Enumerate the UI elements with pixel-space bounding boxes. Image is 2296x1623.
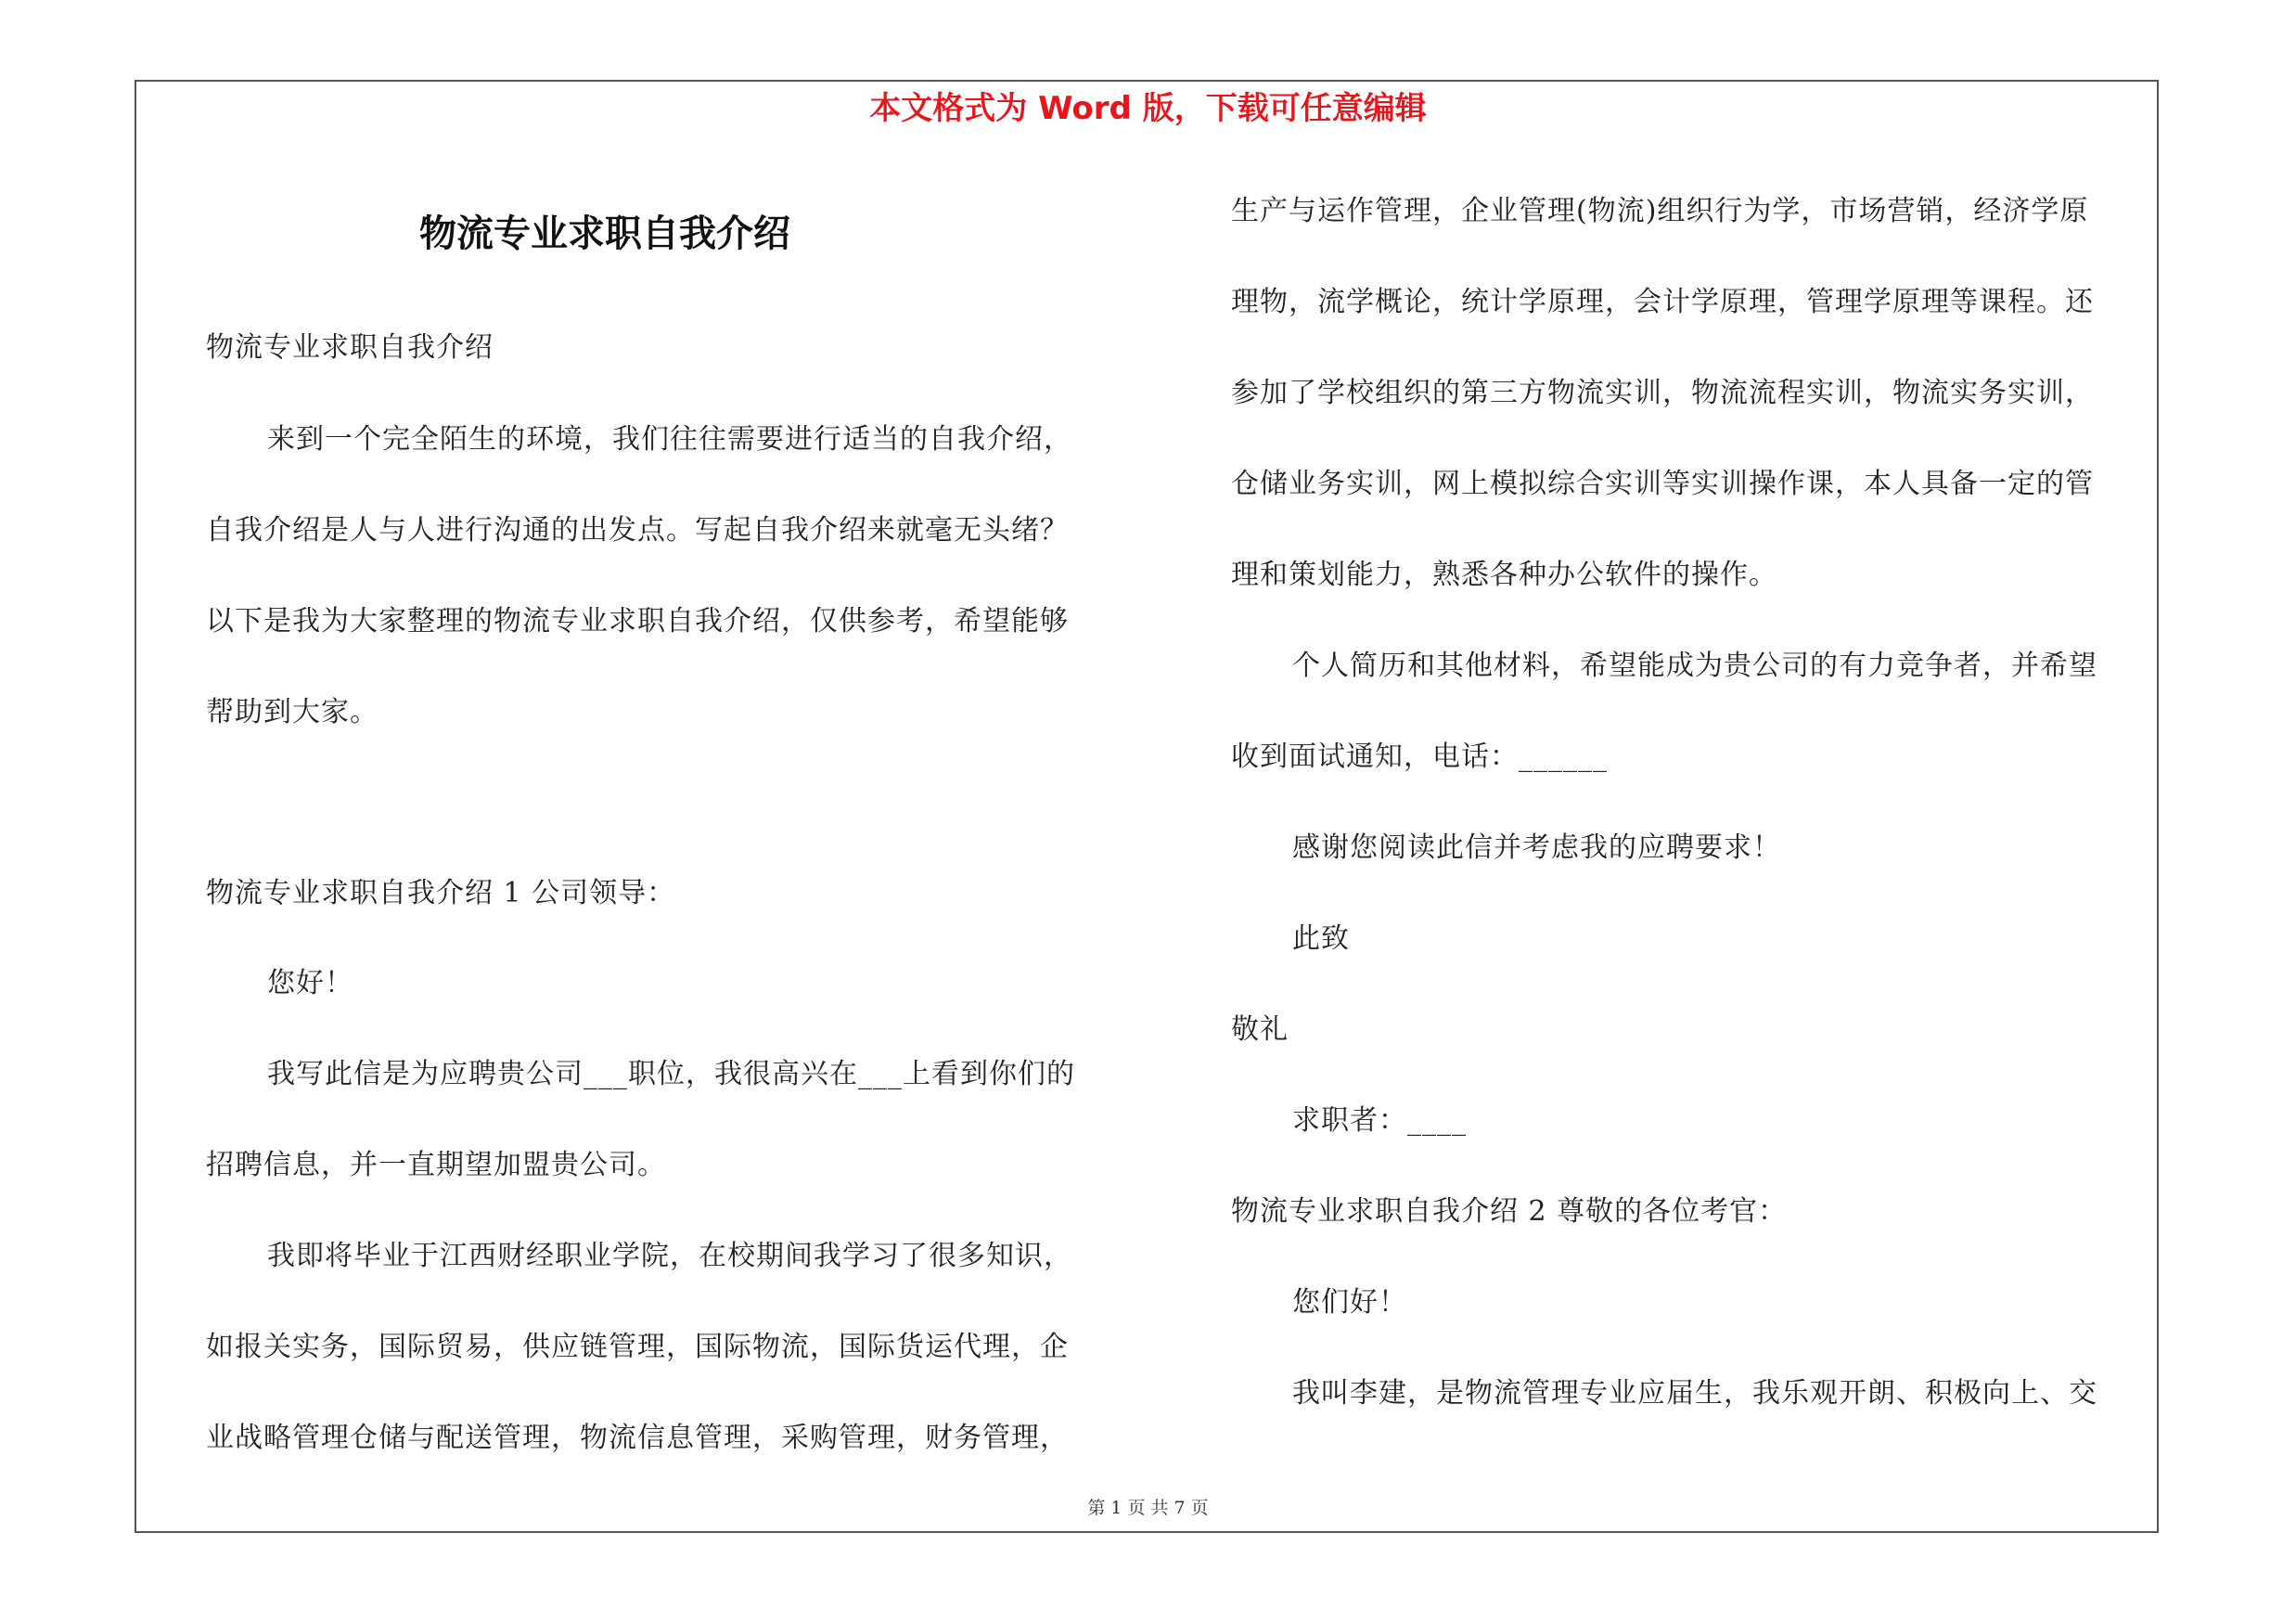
right-line-8: 感谢您阅读此信并考虑我的应聘要求！	[1292, 831, 1781, 864]
right-line-13: 您们好！	[1292, 1286, 1407, 1319]
right-line-11: 求职者：____	[1292, 1104, 1467, 1137]
document-title: 物流专业求职自我介绍	[419, 212, 790, 255]
right-line-1: 生产与运作管理，企业管理(物流)组织行为学，市场营销，经济学原	[1231, 195, 2089, 227]
right-line-12: 物流专业求职自我介绍 2 尊敬的各位考官：	[1231, 1195, 1788, 1228]
left-line-11: 如报关实务，国际贸易，供应链管理，国际物流，国际货运代理，企	[206, 1331, 1069, 1363]
word-format-banner: 本文格式为 Word 版，下载可任意编辑	[869, 90, 1427, 127]
left-line-6: 物流专业求职自我介绍 1 公司领导：	[206, 877, 676, 909]
right-line-7: 收到面试通知，电话：______	[1231, 741, 1608, 773]
left-line-7: 您好！	[267, 967, 353, 999]
page-number: 第 1 页 共 7 页	[1087, 1498, 1209, 1518]
right-line-6: 个人简历和其他材料，希望能成为贵公司的有力竞争者，并希望	[1292, 650, 2097, 682]
left-line-9: 招聘信息，并一直期望加盟贵公司。	[206, 1149, 666, 1181]
left-line-5: 帮助到大家。	[206, 696, 378, 728]
left-line-1: 物流专业求职自我介绍	[206, 331, 494, 364]
right-line-9: 此致	[1292, 922, 1350, 955]
right-line-10: 敬礼	[1231, 1013, 1289, 1046]
left-line-2: 来到一个完全陌生的环境，我们往往需要进行适当的自我介绍，	[267, 423, 1072, 456]
left-line-10: 我即将毕业于江西财经职业学院，在校期间我学习了很多知识，	[267, 1240, 1072, 1272]
left-line-3: 自我介绍是人与人进行沟通的出发点。写起自我介绍来就毫无头绪？	[206, 514, 1069, 547]
right-line-14: 我叫李建，是物流管理专业应届生，我乐观开朗、积极向上、交	[1292, 1377, 2097, 1410]
right-line-4: 仓储业务实训，网上模拟综合实训等实训操作课，本人具备一定的管	[1231, 468, 2094, 500]
left-line-12: 业战略管理仓储与配送管理，物流信息管理，采购管理，财务管理，	[206, 1422, 1069, 1454]
left-line-4: 以下是我为大家整理的物流专业求职自我介绍，仅供参考，希望能够	[206, 605, 1069, 638]
left-line-8: 我写此信是为应聘贵公司___职位，我很高兴在___上看到你们的	[267, 1058, 1075, 1090]
right-line-5: 理和策划能力，熟悉各种办公软件的操作。	[1231, 559, 1777, 591]
right-line-3: 参加了学校组织的第三方物流实训，物流流程实训，物流实务实训，	[1231, 377, 2094, 409]
right-line-2: 理物，流学概论，统计学原理，会计学原理，管理学原理等课程。还	[1231, 286, 2094, 318]
